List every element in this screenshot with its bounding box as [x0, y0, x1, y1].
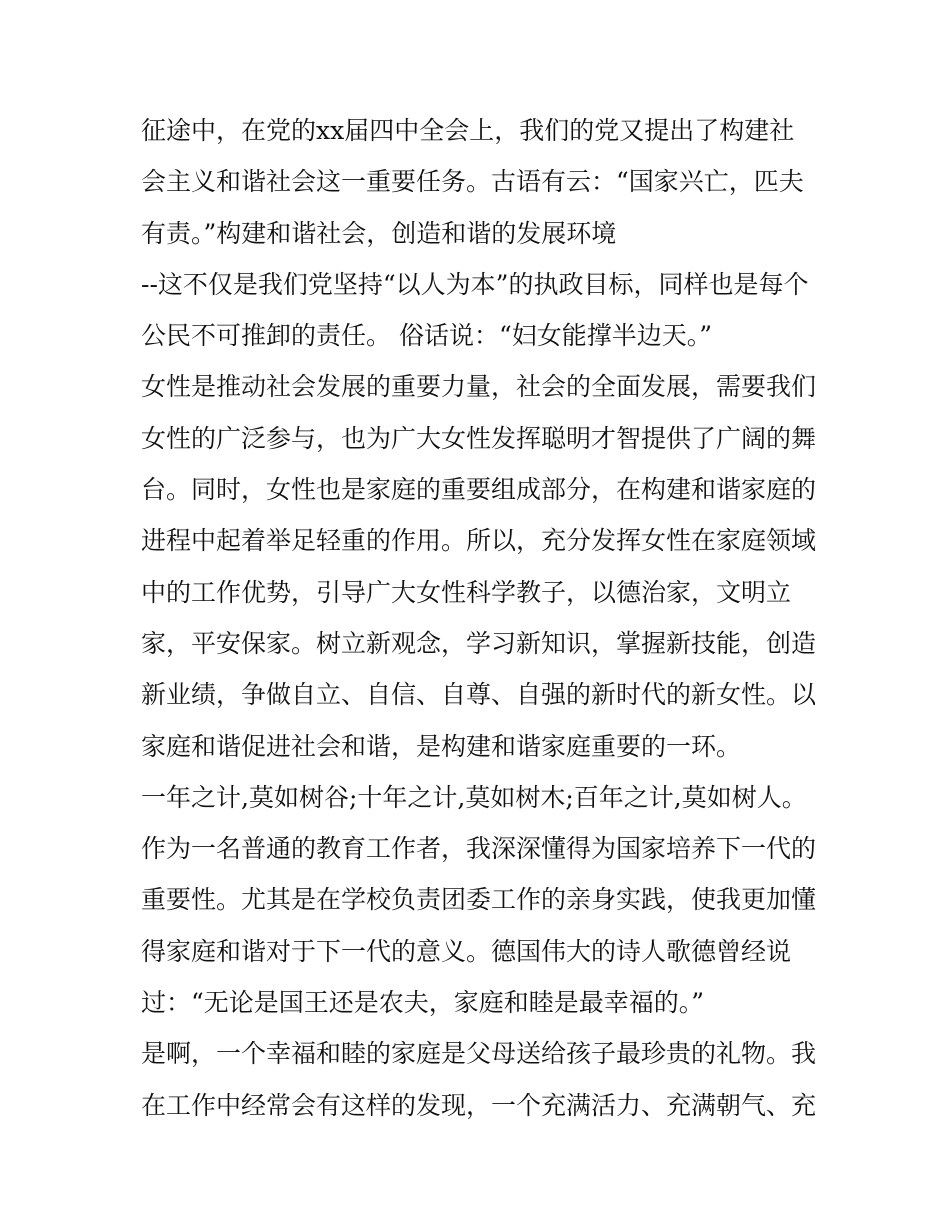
text-line-1: 征途中，在党的xx届四中全会上，我们的党又提出了构建社 [141, 116, 795, 145]
text-line-11: 家，平安保家。树立新观念，学习新知识，掌握新技能，创造 [141, 628, 817, 658]
text-line-20: 在工作中经常会有这样的发现，一个充满活力、充满朝气、充 [141, 1090, 817, 1120]
text-line-6: 女性是推动社会发展的重要力量，社会的全面发展，需要我们 [141, 372, 817, 402]
text-line-4: --这不仅是我们党坚持“以人为本”的执政目标，同样也是每个 [141, 269, 809, 299]
text-line-5: 公民不可推卸的责任。 俗话说：“妇女能撑半边天。” [141, 321, 713, 351]
text-line-9: 进程中起着举足轻重的作用。所以，充分发挥女性在家庭领域 [141, 526, 817, 556]
text-line-2: 会主义和谐社会这一重要任务。古语有云：“国家兴亡，匹夫 [141, 167, 804, 197]
body-text [141, 105, 821, 1131]
text-line-16: 重要性。尤其是在学校负责团委工作的亲身实践，使我更加懂 [141, 885, 817, 915]
text-line-17: 得家庭和谐对于下一代的意义。德国伟大的诗人歌德曾经说 [141, 936, 792, 966]
text-line-18: 过：“无论是国王还是农夫，家庭和睦是最幸福的。” [141, 988, 705, 1018]
text-line-10: 中的工作优势，引导广大女性科学教子，以德治家，文明立 [141, 577, 792, 607]
text-line-14: 一年之计,莫如树谷;十年之计,莫如树木;百年之计,莫如树人。 [141, 782, 807, 812]
text-line-8: 台。同时，女性也是家庭的重要组成部分，在构建和谐家庭的 [141, 475, 817, 505]
text-line-3: 有责。”构建和谐社会，创造和谐的发展环境 [141, 218, 617, 248]
text-line-19: 是啊，一个幸福和睦的家庭是父母送给孩子最珍贵的礼物。我 [141, 1039, 817, 1069]
text-line-15: 作为一名普通的教育工作者，我深深懂得为国家培养下一代的 [141, 834, 817, 864]
text-line-13: 家庭和谐促进社会和谐，是构建和谐家庭重要的一环。 [141, 731, 742, 761]
text-line-7: 女性的广泛参与，也为广大女性发挥聪明才智提供了广阔的舞 [141, 423, 817, 453]
text-line-12: 新业绩，争做自立、自信、自尊、自强的新时代的新女性。以 [141, 680, 817, 710]
